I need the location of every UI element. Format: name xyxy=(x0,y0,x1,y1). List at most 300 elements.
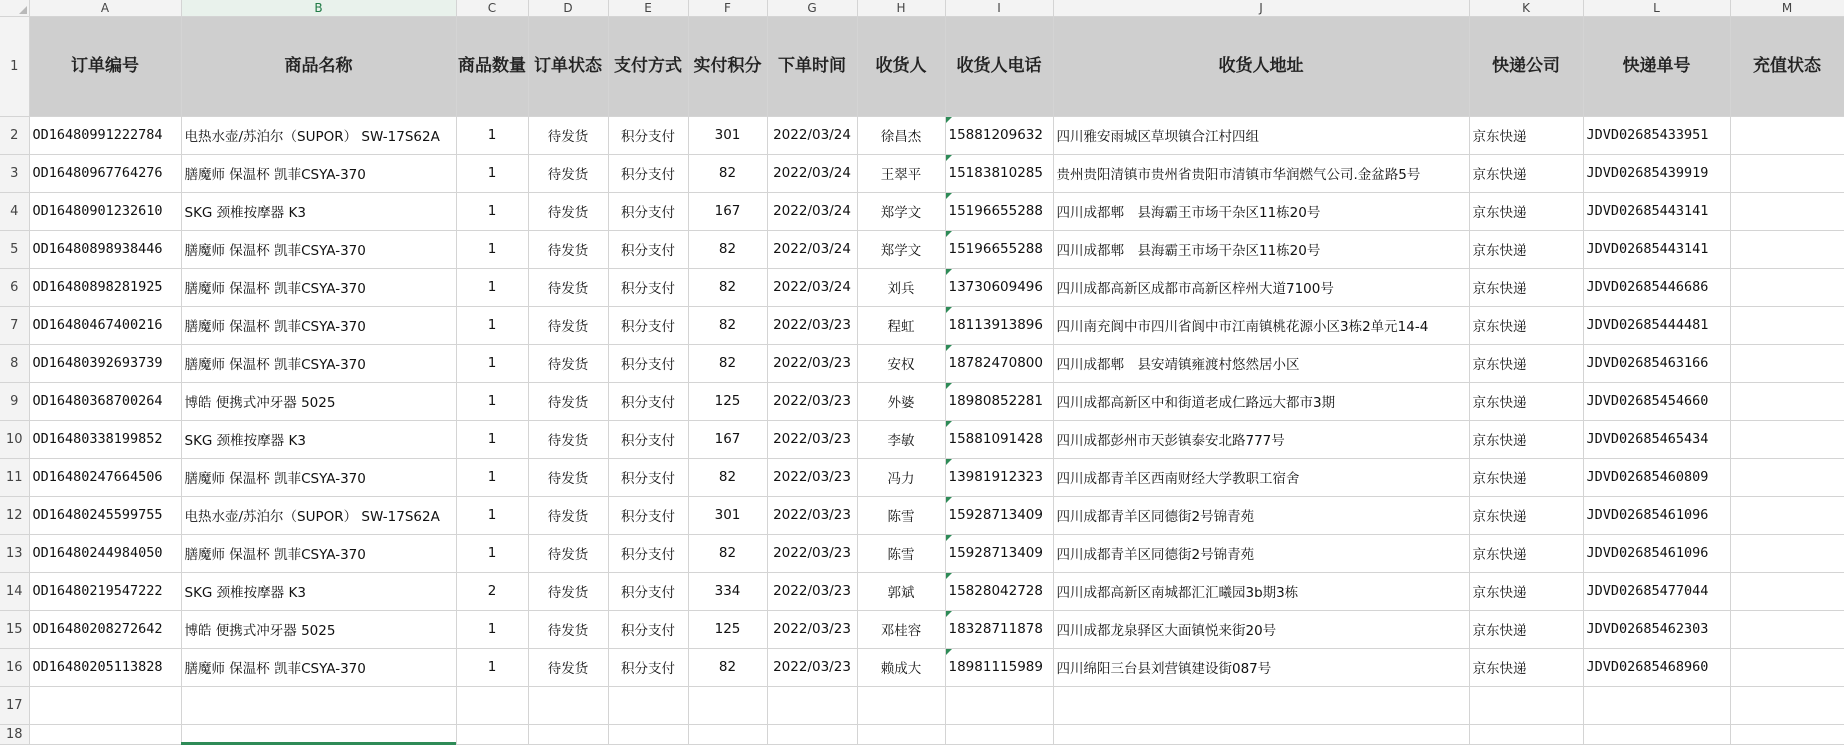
cell-status[interactable]: 待发货 xyxy=(528,534,608,572)
cell-product[interactable]: 膳魔师 保温杯 凯菲CSYA-370 xyxy=(181,534,456,572)
cell-product[interactable]: 膳魔师 保温杯 凯菲CSYA-370 xyxy=(181,154,456,192)
table-row xyxy=(0,572,1844,610)
cell-recharge[interactable] xyxy=(1730,572,1844,610)
cell-courier[interactable]: 京东快递 xyxy=(1469,420,1583,458)
empty-cell[interactable] xyxy=(456,686,528,724)
cell-courier[interactable]: 京东快递 xyxy=(1469,496,1583,534)
cell-points[interactable]: 82 xyxy=(688,648,767,686)
empty-cell[interactable] xyxy=(181,686,456,724)
header-cell-recharge[interactable]: 充值状态 xyxy=(1730,16,1844,116)
empty-cell[interactable] xyxy=(688,724,767,744)
column-header-h[interactable]: H xyxy=(857,0,945,16)
cell-pay[interactable]: 积分支付 xyxy=(608,116,688,154)
cell-points[interactable]: 82 xyxy=(688,230,767,268)
cell-tracking[interactable]: JDVD02685446686 xyxy=(1583,268,1730,306)
table-row xyxy=(0,382,1844,420)
cell-time[interactable]: 2022/03/24 xyxy=(767,268,857,306)
header-cell-address[interactable]: 收货人地址 xyxy=(1053,16,1469,116)
cell-pay[interactable]: 积分支付 xyxy=(608,344,688,382)
cell-phone[interactable]: 15196655288 xyxy=(945,192,1053,230)
cell-recharge[interactable] xyxy=(1730,116,1844,154)
cell-receiver[interactable]: 徐昌杰 xyxy=(857,116,945,154)
cell-points[interactable]: 82 xyxy=(688,154,767,192)
row-header-13[interactable]: 13 xyxy=(0,534,29,572)
cell-recharge[interactable] xyxy=(1730,306,1844,344)
cell-status[interactable]: 待发货 xyxy=(528,648,608,686)
row-header-14[interactable]: 14 xyxy=(0,572,29,610)
cell-courier[interactable]: 京东快递 xyxy=(1469,192,1583,230)
cell-points[interactable]: 167 xyxy=(688,192,767,230)
table-row xyxy=(0,154,1844,192)
number-as-text-indicator-icon xyxy=(946,193,952,199)
empty-cell[interactable] xyxy=(945,724,1053,744)
cell-recharge[interactable] xyxy=(1730,344,1844,382)
empty-cell[interactable] xyxy=(29,724,181,744)
cell-address[interactable]: 四川成都青羊区西南财经大学教职工宿舍 xyxy=(1053,458,1469,496)
column-header-m[interactable]: M xyxy=(1730,0,1844,16)
cell-order-no[interactable]: OD16480901232610 xyxy=(29,192,181,230)
cell-phone[interactable]: 13981912323 xyxy=(945,458,1053,496)
cell-points[interactable]: 334 xyxy=(688,572,767,610)
cell-receiver[interactable]: 赖成大 xyxy=(857,648,945,686)
cell-tracking[interactable]: JDVD02685463166 xyxy=(1583,344,1730,382)
empty-cell[interactable] xyxy=(945,686,1053,724)
cell-qty[interactable]: 1 xyxy=(456,192,528,230)
cell-status[interactable]: 待发货 xyxy=(528,154,608,192)
number-as-text-indicator-icon xyxy=(946,307,952,313)
table-row xyxy=(0,610,1844,648)
empty-cell[interactable] xyxy=(1583,686,1730,724)
column-header-f[interactable]: F xyxy=(688,0,767,16)
cell-product[interactable]: SKG 颈椎按摩器 K3 xyxy=(181,420,456,458)
empty-cell[interactable] xyxy=(528,724,608,744)
cell-recharge[interactable] xyxy=(1730,420,1844,458)
cell-tracking[interactable]: JDVD02685454660 xyxy=(1583,382,1730,420)
cell-receiver[interactable]: 程虹 xyxy=(857,306,945,344)
cell-pay[interactable]: 积分支付 xyxy=(608,458,688,496)
cell-pay[interactable]: 积分支付 xyxy=(608,610,688,648)
column-header-k[interactable]: K xyxy=(1469,0,1583,16)
cell-qty[interactable]: 1 xyxy=(456,420,528,458)
cell-qty[interactable]: 1 xyxy=(456,458,528,496)
cell-pay[interactable]: 积分支付 xyxy=(608,154,688,192)
header-cell-order-no[interactable]: 订单编号 xyxy=(29,16,181,116)
row-header-10[interactable]: 10 xyxy=(0,420,29,458)
empty-cell[interactable] xyxy=(1583,724,1730,744)
cell-status[interactable]: 待发货 xyxy=(528,610,608,648)
table-row xyxy=(0,344,1844,382)
cell-points[interactable]: 82 xyxy=(688,534,767,572)
row-header-4[interactable]: 4 xyxy=(0,192,29,230)
number-as-text-indicator-icon xyxy=(946,611,952,617)
row-header-1[interactable]: 1 xyxy=(0,16,29,116)
row-header-12[interactable]: 12 xyxy=(0,496,29,534)
table-row xyxy=(0,116,1844,154)
number-as-text-indicator-icon xyxy=(946,535,952,541)
header-row xyxy=(0,16,1844,116)
number-as-text-indicator-icon xyxy=(946,345,952,351)
cell-order-no[interactable]: OD16480967764276 xyxy=(29,154,181,192)
cell-order-no[interactable]: OD16480898938446 xyxy=(29,230,181,268)
cell-tracking[interactable]: JDVD02685460809 xyxy=(1583,458,1730,496)
cell-recharge[interactable] xyxy=(1730,192,1844,230)
cell-time[interactable]: 2022/03/24 xyxy=(767,116,857,154)
column-header-g[interactable]: G xyxy=(767,0,857,16)
cell-pay[interactable]: 积分支付 xyxy=(608,534,688,572)
cell-receiver[interactable]: 李敏 xyxy=(857,420,945,458)
cell-courier[interactable]: 京东快递 xyxy=(1469,610,1583,648)
row-header-6[interactable]: 6 xyxy=(0,268,29,306)
cell-tracking[interactable]: JDVD02685439919 xyxy=(1583,154,1730,192)
cell-time[interactable]: 2022/03/24 xyxy=(767,154,857,192)
cell-qty[interactable]: 1 xyxy=(456,116,528,154)
cell-product[interactable]: SKG 颈椎按摩器 K3 xyxy=(181,572,456,610)
number-as-text-indicator-icon xyxy=(946,649,952,655)
cell-points[interactable]: 125 xyxy=(688,610,767,648)
cell-phone[interactable]: 13730609496 xyxy=(945,268,1053,306)
number-as-text-indicator-icon xyxy=(946,573,952,579)
number-as-text-indicator-icon xyxy=(946,497,952,503)
cell-address[interactable]: 四川南充阆中市四川省阆中市江南镇桃花源小区3栋2单元14-4 xyxy=(1053,306,1469,344)
header-cell-courier[interactable]: 快递公司 xyxy=(1469,16,1583,116)
cell-phone[interactable]: 18980852281 xyxy=(945,382,1053,420)
cell-status[interactable]: 待发货 xyxy=(528,382,608,420)
cell-address[interactable]: 四川成都青羊区同德街2号锦青苑 xyxy=(1053,496,1469,534)
cell-address[interactable]: 四川成都青羊区同德街2号锦青苑 xyxy=(1053,534,1469,572)
header-cell-points[interactable]: 实付积分 xyxy=(688,16,767,116)
cell-time[interactable]: 2022/03/23 xyxy=(767,382,857,420)
table-row xyxy=(0,230,1844,268)
select-all-icon xyxy=(19,6,27,14)
empty-cell[interactable] xyxy=(1730,724,1844,744)
cell-time[interactable]: 2022/03/23 xyxy=(767,534,857,572)
cell-phone[interactable]: 15928713409 xyxy=(945,496,1053,534)
cell-tracking[interactable]: JDVD02685477044 xyxy=(1583,572,1730,610)
cell-receiver[interactable]: 外婆 xyxy=(857,382,945,420)
cell-recharge[interactable] xyxy=(1730,496,1844,534)
cell-product[interactable]: 电热水壶/苏泊尔（SUPOR） SW-17S62A xyxy=(181,496,456,534)
cell-order-no[interactable]: OD16480205113828 xyxy=(29,648,181,686)
cell-address[interactable]: 四川成都郫 县海霸王市场干杂区11栋20号 xyxy=(1053,230,1469,268)
cell-receiver[interactable]: 郭斌 xyxy=(857,572,945,610)
column-header-b[interactable]: B xyxy=(181,0,456,16)
row-header-11[interactable]: 11 xyxy=(0,458,29,496)
cell-qty[interactable]: 1 xyxy=(456,306,528,344)
cell-courier[interactable]: 京东快递 xyxy=(1469,116,1583,154)
cell-status[interactable]: 待发货 xyxy=(528,306,608,344)
header-cell-time[interactable]: 下单时间 xyxy=(767,16,857,116)
cell-product[interactable]: 博皓 便携式冲牙器 5025 xyxy=(181,610,456,648)
empty-cell[interactable] xyxy=(1053,686,1469,724)
cell-courier[interactable]: 京东快递 xyxy=(1469,534,1583,572)
cell-points[interactable]: 125 xyxy=(688,382,767,420)
cell-address[interactable]: 四川成都高新区中和街道老成仁路远大都市3期 xyxy=(1053,382,1469,420)
cell-phone[interactable]: 18113913896 xyxy=(945,306,1053,344)
table-row xyxy=(0,648,1844,686)
cell-order-no[interactable]: OD16480368700264 xyxy=(29,382,181,420)
cell-tracking[interactable]: JDVD02685465434 xyxy=(1583,420,1730,458)
cell-order-no[interactable]: OD16480244984050 xyxy=(29,534,181,572)
cell-order-no[interactable]: OD16480245599755 xyxy=(29,496,181,534)
cell-status[interactable]: 待发货 xyxy=(528,344,608,382)
cell-recharge[interactable] xyxy=(1730,458,1844,496)
cell-pay[interactable]: 积分支付 xyxy=(608,420,688,458)
cell-phone[interactable]: 15881209632 xyxy=(945,116,1053,154)
cell-status[interactable]: 待发货 xyxy=(528,116,608,154)
number-as-text-indicator-icon xyxy=(946,459,952,465)
cell-order-no[interactable]: OD16480991222784 xyxy=(29,116,181,154)
cell-product[interactable]: 膳魔师 保温杯 凯菲CSYA-370 xyxy=(181,306,456,344)
cell-pay[interactable]: 积分支付 xyxy=(608,648,688,686)
number-as-text-indicator-icon xyxy=(946,383,952,389)
empty-cell[interactable] xyxy=(608,686,688,724)
cell-status[interactable]: 待发货 xyxy=(528,496,608,534)
cell-pay[interactable]: 积分支付 xyxy=(608,572,688,610)
cell-tracking[interactable]: JDVD02685468960 xyxy=(1583,648,1730,686)
cell-recharge[interactable] xyxy=(1730,648,1844,686)
cell-tracking[interactable]: JDVD02685444481 xyxy=(1583,306,1730,344)
cell-recharge[interactable] xyxy=(1730,382,1844,420)
cell-courier[interactable]: 京东快递 xyxy=(1469,572,1583,610)
number-as-text-indicator-icon xyxy=(946,155,952,161)
number-as-text-indicator-icon xyxy=(946,269,952,275)
cell-order-no[interactable]: OD16480898281925 xyxy=(29,268,181,306)
cell-time[interactable]: 2022/03/23 xyxy=(767,572,857,610)
header-cell-status[interactable]: 订单状态 xyxy=(528,16,608,116)
column-header-a[interactable]: A xyxy=(29,0,181,16)
select-all-corner[interactable] xyxy=(0,0,29,16)
row-header-5[interactable]: 5 xyxy=(0,230,29,268)
cell-address[interactable]: 四川成都高新区成都市高新区梓州大道7100号 xyxy=(1053,268,1469,306)
cell-time[interactable]: 2022/03/23 xyxy=(767,458,857,496)
cell-points[interactable]: 301 xyxy=(688,116,767,154)
cell-phone[interactable]: 15881091428 xyxy=(945,420,1053,458)
cell-phone[interactable]: 18782470800 xyxy=(945,344,1053,382)
cell-order-no[interactable]: OD16480338199852 xyxy=(29,420,181,458)
cell-tracking[interactable]: JDVD02685433951 xyxy=(1583,116,1730,154)
row-header-9[interactable]: 9 xyxy=(0,382,29,420)
cell-order-no[interactable]: OD16480219547222 xyxy=(29,572,181,610)
cell-receiver[interactable]: 陈雪 xyxy=(857,496,945,534)
cell-address[interactable]: 四川成都高新区南城都汇汇曦园3b期3栋 xyxy=(1053,572,1469,610)
empty-row xyxy=(0,686,1844,724)
cell-product[interactable]: 膳魔师 保温杯 凯菲CSYA-370 xyxy=(181,344,456,382)
column-header-j[interactable]: J xyxy=(1053,0,1469,16)
cell-product[interactable]: 膳魔师 保温杯 凯菲CSYA-370 xyxy=(181,648,456,686)
cell-points[interactable]: 301 xyxy=(688,496,767,534)
cell-pay[interactable]: 积分支付 xyxy=(608,230,688,268)
cell-order-no[interactable]: OD16480392693739 xyxy=(29,344,181,382)
empty-cell[interactable] xyxy=(857,724,945,744)
cell-product[interactable]: SKG 颈椎按摩器 K3 xyxy=(181,192,456,230)
cell-points[interactable]: 82 xyxy=(688,306,767,344)
cell-time[interactable]: 2022/03/23 xyxy=(767,648,857,686)
table-row xyxy=(0,420,1844,458)
empty-cell[interactable] xyxy=(688,686,767,724)
cell-courier[interactable]: 京东快递 xyxy=(1469,230,1583,268)
header-cell-phone[interactable]: 收货人电话 xyxy=(945,16,1053,116)
cell-address[interactable]: 四川成都郫 县安靖镇雍渡村悠然居小区 xyxy=(1053,344,1469,382)
empty-cell[interactable] xyxy=(181,724,456,744)
column-header-c[interactable]: C xyxy=(456,0,528,16)
cell-product[interactable]: 电热水壶/苏泊尔（SUPOR） SW-17S62A xyxy=(181,116,456,154)
header-cell-tracking[interactable]: 快递单号 xyxy=(1583,16,1730,116)
cell-courier[interactable]: 京东快递 xyxy=(1469,154,1583,192)
number-as-text-indicator-icon xyxy=(946,231,952,237)
cell-tracking[interactable]: JDVD02685443141 xyxy=(1583,192,1730,230)
cell-courier[interactable]: 京东快递 xyxy=(1469,306,1583,344)
row-header-15[interactable]: 15 xyxy=(0,610,29,648)
cell-recharge[interactable] xyxy=(1730,154,1844,192)
empty-cell[interactable] xyxy=(29,686,181,724)
cell-qty[interactable]: 1 xyxy=(456,610,528,648)
empty-cell[interactable] xyxy=(1730,686,1844,724)
cell-address[interactable]: 四川雅安雨城区草坝镇合江村四组 xyxy=(1053,116,1469,154)
cell-tracking[interactable]: JDVD02685461096 xyxy=(1583,496,1730,534)
cell-time[interactable]: 2022/03/23 xyxy=(767,420,857,458)
row-header-16[interactable]: 16 xyxy=(0,648,29,686)
row-header-18[interactable]: 18 xyxy=(0,724,29,744)
cell-courier[interactable]: 京东快递 xyxy=(1469,382,1583,420)
cell-order-no[interactable]: OD16480247664506 xyxy=(29,458,181,496)
cell-time[interactable]: 2022/03/24 xyxy=(767,230,857,268)
cell-receiver[interactable]: 郑学文 xyxy=(857,230,945,268)
table-row xyxy=(0,496,1844,534)
cell-address[interactable]: 四川成都郫 县海霸王市场干杂区11栋20号 xyxy=(1053,192,1469,230)
cell-courier[interactable]: 京东快递 xyxy=(1469,344,1583,382)
number-as-text-indicator-icon xyxy=(946,421,952,427)
table-row xyxy=(0,268,1844,306)
cell-qty[interactable]: 1 xyxy=(456,344,528,382)
cell-time[interactable]: 2022/03/23 xyxy=(767,610,857,648)
table-row xyxy=(0,458,1844,496)
cell-qty[interactable]: 1 xyxy=(456,154,528,192)
cell-phone[interactable]: 15928713409 xyxy=(945,534,1053,572)
empty-cell[interactable] xyxy=(456,724,528,744)
empty-cell[interactable] xyxy=(528,686,608,724)
cell-status[interactable]: 待发货 xyxy=(528,420,608,458)
cell-receiver[interactable]: 陈雪 xyxy=(857,534,945,572)
cell-tracking[interactable]: JDVD02685461096 xyxy=(1583,534,1730,572)
cell-recharge[interactable] xyxy=(1730,268,1844,306)
cell-tracking[interactable]: JDVD02685462303 xyxy=(1583,610,1730,648)
cell-qty[interactable]: 1 xyxy=(456,648,528,686)
cell-recharge[interactable] xyxy=(1730,610,1844,648)
cell-pay[interactable]: 积分支付 xyxy=(608,382,688,420)
cell-phone[interactable]: 18328711878 xyxy=(945,610,1053,648)
cell-pay[interactable]: 积分支付 xyxy=(608,496,688,534)
cell-status[interactable]: 待发货 xyxy=(528,268,608,306)
empty-cell[interactable] xyxy=(767,724,857,744)
cell-qty[interactable]: 2 xyxy=(456,572,528,610)
cell-pay[interactable]: 积分支付 xyxy=(608,306,688,344)
row-header-8[interactable]: 8 xyxy=(0,344,29,382)
column-header-l[interactable]: L xyxy=(1583,0,1730,16)
cell-pay[interactable]: 积分支付 xyxy=(608,268,688,306)
empty-cell[interactable] xyxy=(1053,724,1469,744)
cell-points[interactable]: 82 xyxy=(688,458,767,496)
cell-product[interactable]: 膳魔师 保温杯 凯菲CSYA-370 xyxy=(181,230,456,268)
cell-courier[interactable]: 京东快递 xyxy=(1469,268,1583,306)
header-cell-receiver[interactable]: 收货人 xyxy=(857,16,945,116)
number-as-text-indicator-icon xyxy=(946,117,952,123)
cell-status[interactable]: 待发货 xyxy=(528,458,608,496)
header-cell-pay[interactable]: 支付方式 xyxy=(608,16,688,116)
cell-address[interactable]: 四川绵阳三台县刘营镇建设街087号 xyxy=(1053,648,1469,686)
cell-qty[interactable]: 1 xyxy=(456,534,528,572)
cell-time[interactable]: 2022/03/24 xyxy=(767,192,857,230)
header-cell-product[interactable]: 商品名称 xyxy=(181,16,456,116)
cell-address[interactable]: 四川成都龙泉驿区大面镇悦来街20号 xyxy=(1053,610,1469,648)
cell-receiver[interactable]: 郑学文 xyxy=(857,192,945,230)
cell-receiver[interactable]: 刘兵 xyxy=(857,268,945,306)
row-header-17[interactable]: 17 xyxy=(0,686,29,724)
cell-tracking[interactable]: JDVD02685443141 xyxy=(1583,230,1730,268)
row-header-2[interactable]: 2 xyxy=(0,116,29,154)
cell-product[interactable]: 膳魔师 保温杯 凯菲CSYA-370 xyxy=(181,458,456,496)
cell-status[interactable]: 待发货 xyxy=(528,230,608,268)
cell-address[interactable]: 四川成都彭州市天彭镇泰安北路777号 xyxy=(1053,420,1469,458)
empty-cell[interactable] xyxy=(767,686,857,724)
empty-cell[interactable] xyxy=(608,724,688,744)
cell-product[interactable]: 博皓 便携式冲牙器 5025 xyxy=(181,382,456,420)
table-row xyxy=(0,192,1844,230)
cell-qty[interactable]: 1 xyxy=(456,382,528,420)
cell-points[interactable]: 82 xyxy=(688,344,767,382)
cell-order-no[interactable]: OD16480208272642 xyxy=(29,610,181,648)
cell-receiver[interactable]: 邓桂容 xyxy=(857,610,945,648)
cell-time[interactable]: 2022/03/23 xyxy=(767,496,857,534)
cell-product[interactable]: 膳魔师 保温杯 凯菲CSYA-370 xyxy=(181,268,456,306)
cell-points[interactable]: 167 xyxy=(688,420,767,458)
header-cell-qty[interactable]: 商品数量 xyxy=(456,16,528,116)
column-header-i[interactable]: I xyxy=(945,0,1053,16)
cell-phone[interactable]: 15196655288 xyxy=(945,230,1053,268)
cell-pay[interactable]: 积分支付 xyxy=(608,192,688,230)
cell-receiver[interactable]: 冯力 xyxy=(857,458,945,496)
column-header-e[interactable]: E xyxy=(608,0,688,16)
cell-phone[interactable]: 15828042728 xyxy=(945,572,1053,610)
cell-address[interactable]: 贵州贵阳清镇市贵州省贵阳市清镇市华润燃气公司.金盆路5号 xyxy=(1053,154,1469,192)
cell-order-no[interactable]: OD16480467400216 xyxy=(29,306,181,344)
cell-courier[interactable]: 京东快递 xyxy=(1469,458,1583,496)
cell-receiver[interactable]: 安权 xyxy=(857,344,945,382)
row-header-3[interactable]: 3 xyxy=(0,154,29,192)
cell-points[interactable]: 82 xyxy=(688,268,767,306)
cell-time[interactable]: 2022/03/23 xyxy=(767,344,857,382)
cell-time[interactable]: 2022/03/23 xyxy=(767,306,857,344)
cell-phone[interactable]: 15183810285 xyxy=(945,154,1053,192)
cell-recharge[interactable] xyxy=(1730,534,1844,572)
cell-courier[interactable]: 京东快递 xyxy=(1469,648,1583,686)
column-header-d[interactable]: D xyxy=(528,0,608,16)
empty-cell[interactable] xyxy=(857,686,945,724)
cell-status[interactable]: 待发货 xyxy=(528,192,608,230)
row-header-7[interactable]: 7 xyxy=(0,306,29,344)
table-row xyxy=(0,306,1844,344)
cell-qty[interactable]: 1 xyxy=(456,496,528,534)
cell-qty[interactable]: 1 xyxy=(456,230,528,268)
empty-cell[interactable] xyxy=(1469,686,1583,724)
cell-qty[interactable]: 1 xyxy=(456,268,528,306)
empty-row xyxy=(0,724,1844,744)
cell-status[interactable]: 待发货 xyxy=(528,572,608,610)
cell-phone[interactable]: 18981115989 xyxy=(945,648,1053,686)
empty-cell[interactable] xyxy=(1469,724,1583,744)
table-row xyxy=(0,534,1844,572)
cell-recharge[interactable] xyxy=(1730,230,1844,268)
cell-receiver[interactable]: 王翠平 xyxy=(857,154,945,192)
